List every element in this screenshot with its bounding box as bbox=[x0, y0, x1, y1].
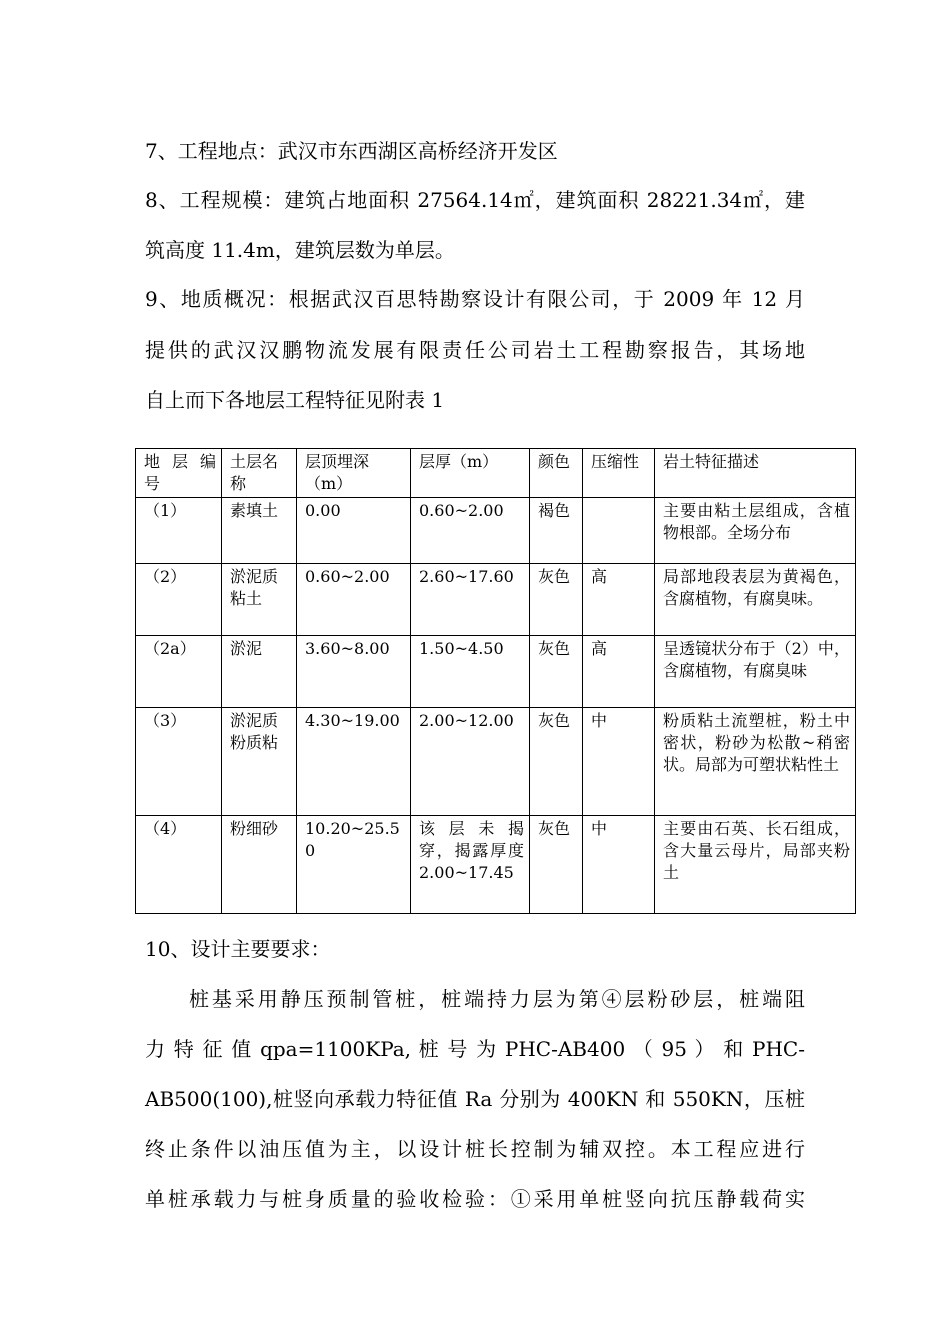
cell-compressibility bbox=[583, 498, 655, 564]
cell-color: 灰色 bbox=[530, 564, 583, 636]
cell-layer-no: （1） bbox=[136, 498, 222, 564]
cell-thickness: 0.60~2.00 bbox=[411, 498, 530, 564]
cell-layer-no: （2a） bbox=[136, 636, 222, 708]
cell-color: 灰色 bbox=[530, 816, 583, 914]
header-compressibility: 压缩性 bbox=[583, 449, 655, 498]
cell-top-depth: 4.30~19.00 bbox=[297, 708, 411, 816]
cell-color: 灰色 bbox=[530, 708, 583, 816]
item-9-geology-line3: 自上而下各地层工程特征见附表 1 bbox=[145, 388, 445, 412]
cell-soil-name: 粉细砂 bbox=[222, 816, 297, 914]
cell-layer-no: （2） bbox=[136, 564, 222, 636]
header-color: 颜色 bbox=[530, 449, 583, 498]
cell-layer-no: （3） bbox=[136, 708, 222, 816]
item-9-geology-line1: 9、地质概况：根据武汉百思特勘察设计有限公司，于 2009 年 12 月 bbox=[145, 287, 805, 311]
cell-compressibility: 高 bbox=[583, 636, 655, 708]
item-7-location: 7、工程地点：武汉市东西湖区高桥经济开发区 bbox=[145, 139, 558, 163]
table-row bbox=[136, 564, 856, 636]
cell-top-depth: 0.00 bbox=[297, 498, 411, 564]
header-top-depth: 层顶埋深（m） bbox=[297, 449, 411, 498]
design-text-line4: 终止条件以油压值为主，以设计桩长控制为辅双控。本工程应进行 bbox=[145, 1137, 805, 1161]
cell-thickness: 该 层 未 揭 穿，揭露厚度 2.00~17.45 bbox=[411, 816, 530, 914]
item-10-requirements: 10、设计主要要求： bbox=[145, 937, 331, 961]
design-text-line3: AB500(100),桩竖向承载力特征值 Ra 分别为 400KN 和 550KN，压桩 bbox=[145, 1087, 805, 1111]
header-soil-name: 土层名称 bbox=[222, 449, 297, 498]
table-row bbox=[136, 636, 856, 708]
header-description: 岩土特征描述 bbox=[655, 449, 856, 498]
design-text-line1: 桩基采用静压预制管桩，桩端持力层为第④层粉砂层，桩端阻 bbox=[189, 987, 805, 1011]
item-8-scale-line2: 筑高度 11.4m，建筑层数为单层。 bbox=[145, 238, 455, 262]
table-row bbox=[136, 816, 856, 914]
cell-description: 呈透镜状分布于（2）中，含腐植物，有腐臭味 bbox=[655, 636, 856, 708]
cell-compressibility: 中 bbox=[583, 816, 655, 914]
cell-thickness: 2.00~12.00 bbox=[411, 708, 530, 816]
table-row bbox=[136, 708, 856, 816]
cell-soil-name: 淤泥质粉质粘 bbox=[222, 708, 297, 816]
table-row bbox=[136, 498, 856, 564]
cell-layer-no: （4） bbox=[136, 816, 222, 914]
header-layer-no: 地 层 编号 bbox=[136, 449, 222, 498]
cell-color: 灰色 bbox=[530, 636, 583, 708]
cell-soil-name: 淤泥质粘土 bbox=[222, 564, 297, 636]
cell-color: 褐色 bbox=[530, 498, 583, 564]
cell-top-depth: 10.20~25.50 bbox=[297, 816, 411, 914]
cell-thickness: 1.50~4.50 bbox=[411, 636, 530, 708]
item-9-geology-line2: 提供的武汉汉鹏物流发展有限责任公司岩土工程勘察报告，其场地 bbox=[145, 338, 805, 362]
cell-thickness: 2.60~17.60 bbox=[411, 564, 530, 636]
design-text-line2: 力 特 征 值 qpa=1100KPa, 桩 号 为 PHC-AB400 （ 95 ） 和 PHC- bbox=[145, 1037, 805, 1061]
cell-description: 局部地段表层为黄褐色，含腐植物，有腐臭味。 bbox=[655, 564, 856, 636]
cell-description: 主要由石英、长石组成，含大量云母片，局部夹粉土 bbox=[655, 816, 856, 914]
cell-top-depth: 0.60~2.00 bbox=[297, 564, 411, 636]
cell-description: 粉质粘土流塑桩，粉土中密状，粉砂为松散~稍密状。局部为可塑状粘性土 bbox=[655, 708, 856, 816]
soil-layer-table bbox=[135, 448, 856, 914]
item-8-scale-line1: 8、工程规模：建筑占地面积 27564.14㎡，建筑面积 28221.34㎡，建 bbox=[145, 188, 805, 212]
cell-soil-name: 淤泥 bbox=[222, 636, 297, 708]
header-thickness: 层厚（m） bbox=[411, 449, 530, 498]
cell-compressibility: 高 bbox=[583, 564, 655, 636]
cell-compressibility: 中 bbox=[583, 708, 655, 816]
design-text-line5: 单桩承载力与桩身质量的验收检验：①采用单桩竖向抗压静载荷实 bbox=[145, 1187, 805, 1211]
table-header-row bbox=[136, 449, 856, 498]
cell-description: 主要由粘土层组成，含植物根部。全场分布 bbox=[655, 498, 856, 564]
cell-soil-name: 素填土 bbox=[222, 498, 297, 564]
cell-top-depth: 3.60~8.00 bbox=[297, 636, 411, 708]
